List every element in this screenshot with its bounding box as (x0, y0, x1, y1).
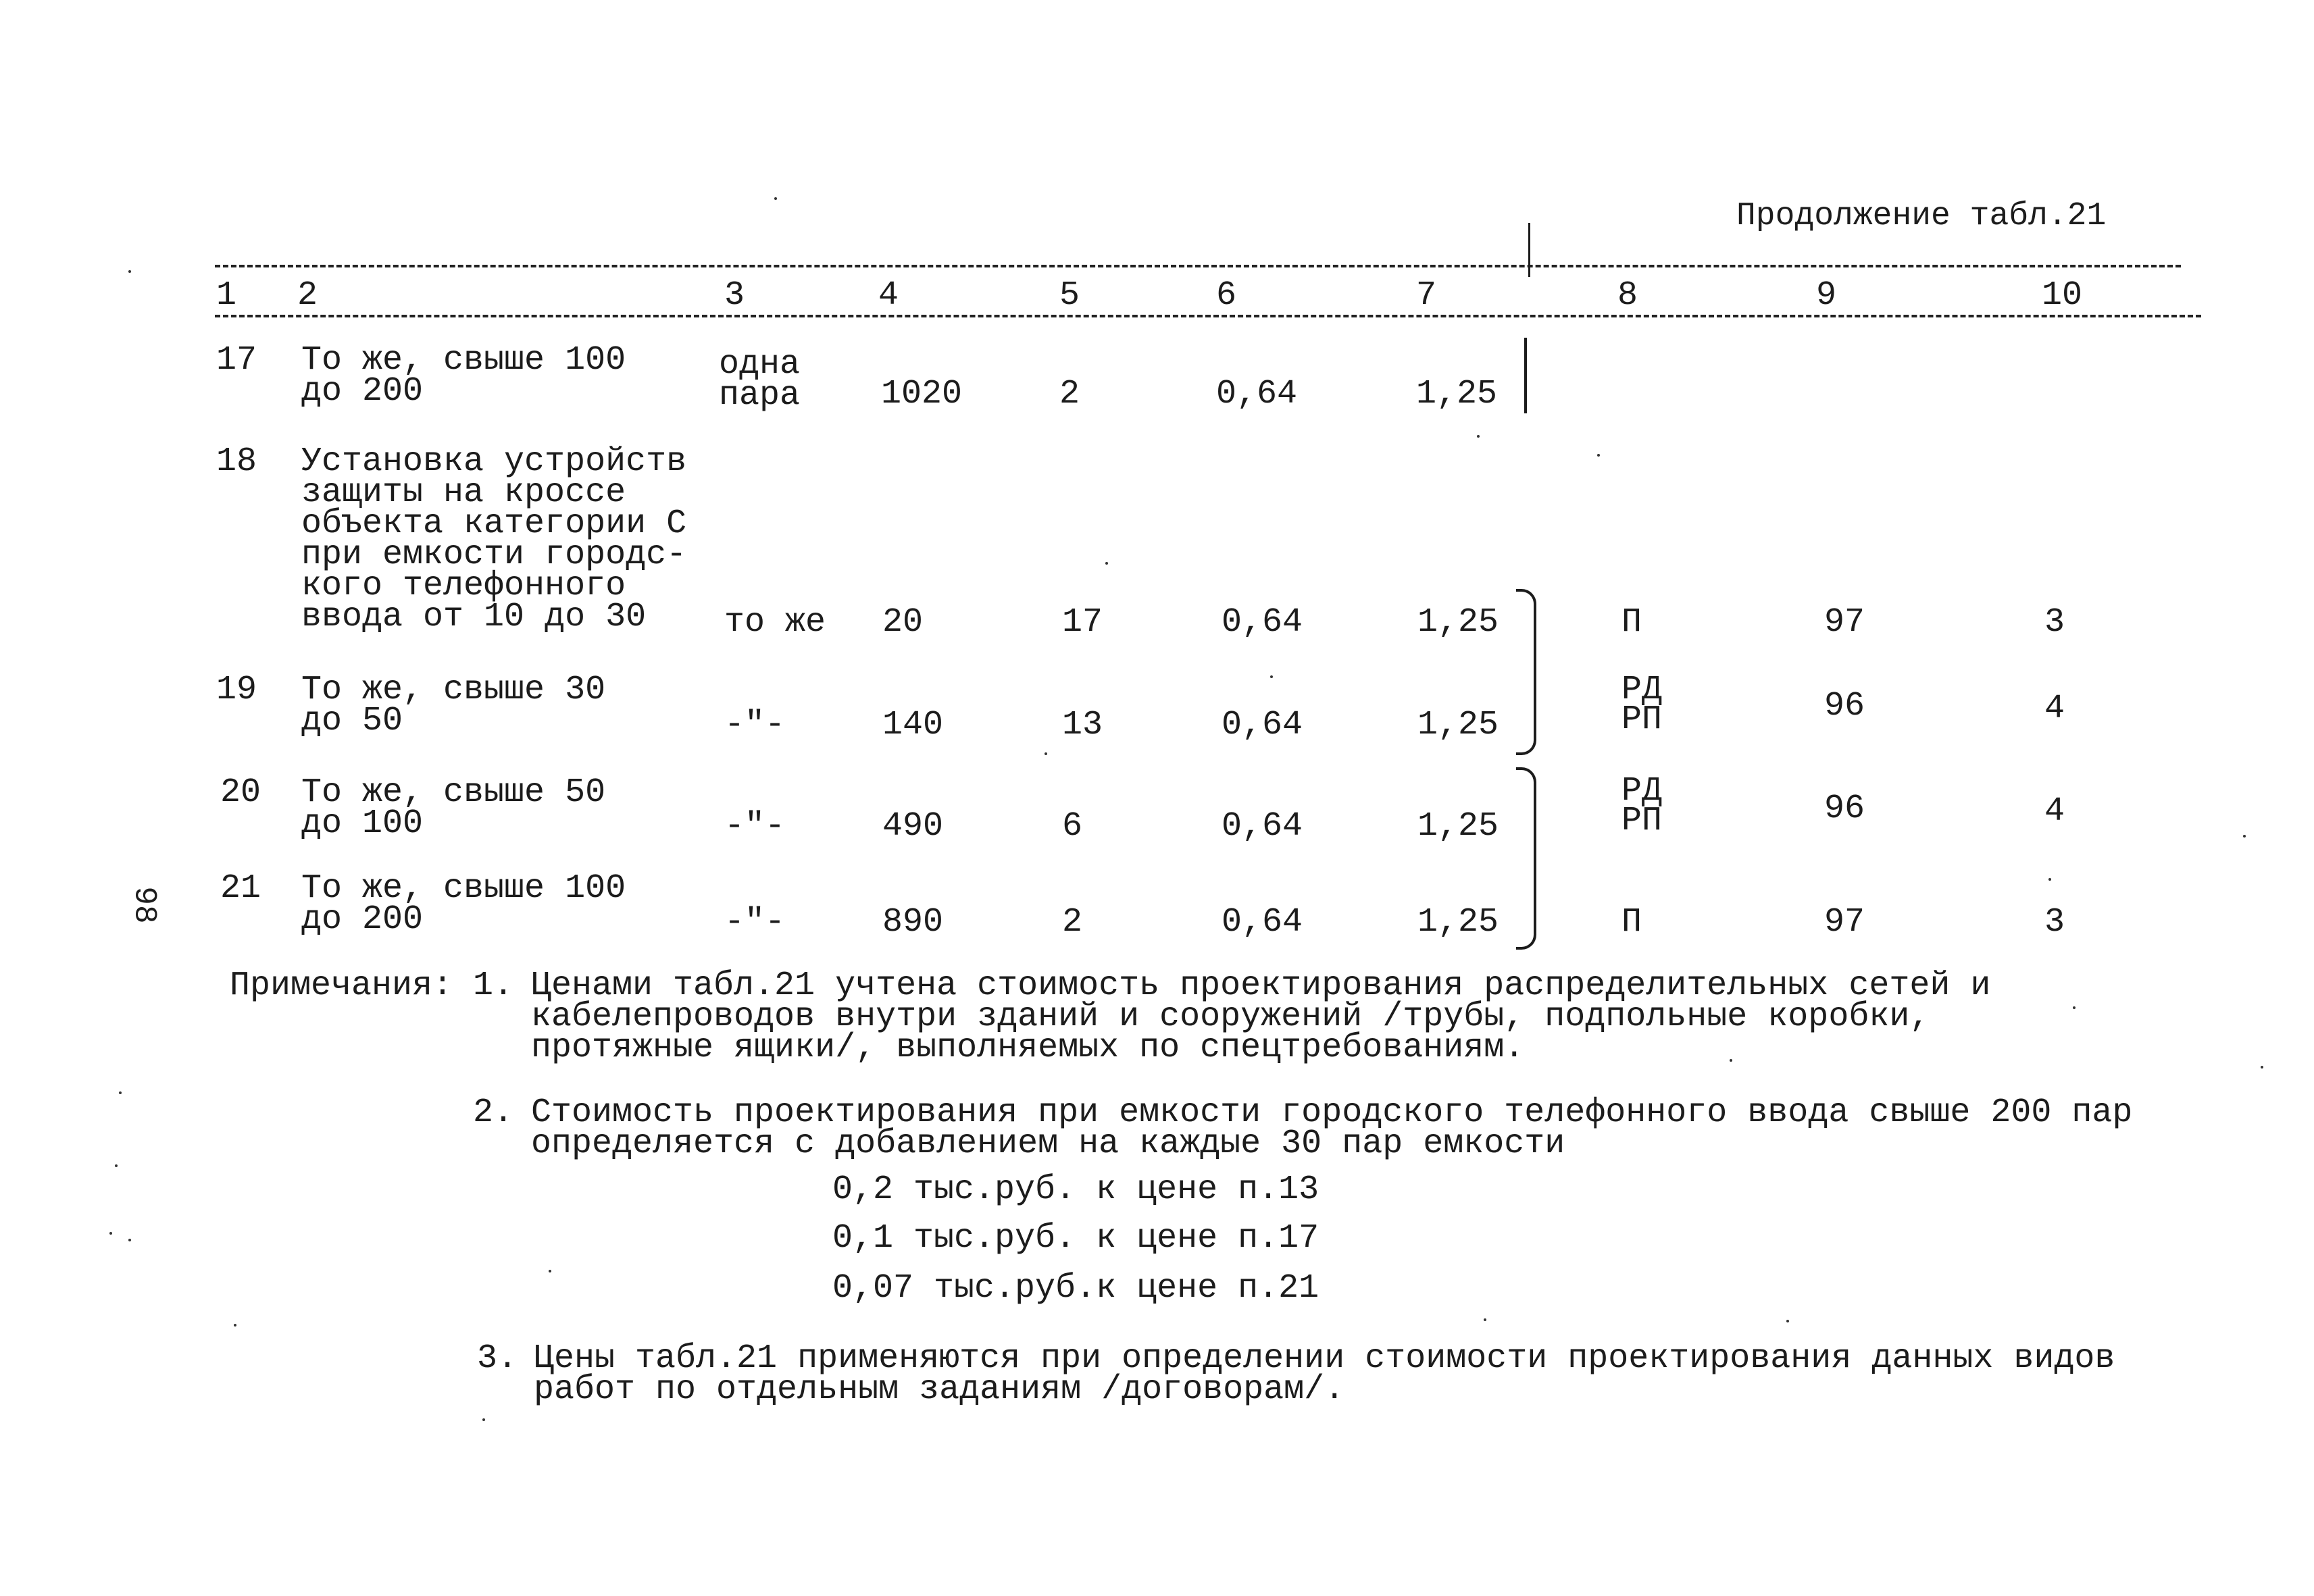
cell-col6: 0,64 (1222, 603, 1303, 642)
scan-speck (1045, 752, 1047, 755)
row-description: объекта категории С (301, 505, 687, 543)
col-number-9: 9 (1816, 276, 1837, 315)
row-description: защиты на кроссе (301, 473, 626, 512)
cell-col7: 1,25 (1416, 375, 1498, 413)
cell-col8: П (1621, 903, 1642, 942)
cell-col7: 1,25 (1417, 807, 1499, 846)
row-description: до 200 (301, 372, 424, 411)
header-rule-bottom (215, 315, 2201, 317)
row-description: То же, свыше 30 (301, 671, 606, 709)
scan-speck (128, 1239, 131, 1241)
cell-col4: 890 (882, 903, 944, 942)
scan-speck (2243, 835, 2246, 838)
cell-col10: 4 (2044, 690, 2065, 728)
note-text: Цены табл.21 применяются при определении стоимости проектирования данных видов (534, 1339, 2115, 1378)
row-unit: пара (719, 376, 801, 415)
row-number: 17 (216, 341, 257, 380)
group-brace-upper (1516, 589, 1536, 755)
note-text: работ по отдельным заданиям /договорам/. (534, 1370, 1345, 1409)
row-description: То же, свыше 100 (301, 869, 626, 908)
cell-col7: 1,25 (1417, 903, 1499, 942)
col-number-7: 7 (1416, 276, 1437, 315)
note-addition: 0,1 тыс.руб. к цене п.17 (832, 1219, 1319, 1258)
header-rule-top (215, 265, 2181, 267)
scan-speck (774, 197, 777, 200)
col-number-10: 10 (2042, 276, 2083, 315)
cell-col10: 4 (2044, 792, 2065, 831)
scan-speck (482, 1418, 485, 1421)
scan-speck (2073, 1006, 2076, 1009)
note-text: Стоимость проектирования при емкости городского телефонного ввода свыше 200 пар (531, 1093, 2133, 1132)
cell-col4: 20 (882, 603, 924, 642)
row-number: 20 (220, 773, 261, 812)
cell-col8: РД РП (1621, 772, 1663, 840)
cell-col6: 0,64 (1216, 375, 1298, 413)
note-addition: 0,2 тыс.руб. к цене п.13 (832, 1170, 1319, 1209)
scan-speck (234, 1324, 236, 1327)
row-unit: -"- (724, 807, 786, 846)
scan-speck (119, 1091, 122, 1094)
cell-col9: 97 (1824, 903, 1865, 942)
row-description: до 50 (301, 702, 403, 740)
scan-speck (1730, 1059, 1732, 1062)
row-description: То же, свыше 50 (301, 773, 606, 812)
cell-col5: 2 (1062, 903, 1083, 942)
note-text: кабелепроводов внутри зданий и сооружений /трубы, подпольные коробки, (531, 998, 1930, 1036)
note-number: 2. (473, 1093, 514, 1132)
scan-speck (1484, 1318, 1486, 1321)
cell-col4: 140 (882, 706, 944, 744)
cell-col6: 0,64 (1222, 706, 1303, 744)
scan-speck (1477, 435, 1480, 438)
margin-page-mark: 98 (126, 886, 162, 924)
scan-speck (115, 1164, 118, 1167)
note-number: 3. (477, 1339, 518, 1378)
cell-col9: 96 (1824, 687, 1865, 725)
row-description: ввода от 10 до 30 (301, 598, 647, 636)
col-number-3: 3 (724, 276, 745, 315)
notes-label: Примечания: (230, 967, 453, 1005)
cell-col5: 6 (1062, 807, 1083, 846)
row-number: 19 (216, 671, 257, 709)
row-description: до 200 (301, 900, 424, 939)
cell-col5: 2 (1059, 375, 1080, 413)
cell-col5: 17 (1062, 603, 1103, 642)
row-unit: одна (719, 345, 801, 384)
note-number: 1. (473, 967, 514, 1005)
note-text: протяжные ящики/, выполняемых по спецтребованиям. (531, 1029, 1525, 1067)
row-number: 18 (216, 442, 257, 481)
cell-col10: 3 (2044, 903, 2065, 942)
cell-col9: 97 (1824, 603, 1865, 642)
cell-col6: 0,64 (1222, 807, 1303, 846)
cell-col4: 1020 (881, 375, 963, 413)
cell-col10: 3 (2044, 603, 2065, 642)
row-description: Установка устройств (301, 442, 687, 481)
scan-speck (1786, 1320, 1789, 1322)
scan-speck (1597, 454, 1600, 457)
scan-speck (1105, 562, 1108, 565)
cell-col5: 13 (1062, 706, 1103, 744)
scan-speck (109, 1232, 112, 1235)
row-number: 21 (220, 869, 261, 908)
scan-speck (2048, 878, 2051, 881)
cell-col9: 96 (1824, 790, 1865, 828)
cell-col8: П (1621, 603, 1642, 642)
scan-speck (128, 270, 131, 273)
cell-col6: 0,64 (1222, 903, 1303, 942)
cell-col7: 1,25 (1417, 603, 1499, 642)
note-addition: 0,07 тыс.руб.к цене п.21 (832, 1269, 1319, 1308)
row-description: при емкости городс- (301, 536, 687, 574)
note-text: определяется с добавлением на каждые 30 пар емкости (531, 1125, 1565, 1163)
row-description: То же, свыше 100 (301, 341, 626, 380)
cell-col8: РД РП (1621, 671, 1663, 739)
row-unit: -"- (724, 706, 786, 744)
row-unit: то же (724, 603, 826, 642)
row17-bracket-line (1524, 338, 1527, 413)
scan-speck (549, 1270, 551, 1272)
row-unit: -"- (724, 903, 786, 942)
col-number-4: 4 (878, 276, 899, 315)
cell-col7: 1,25 (1417, 706, 1499, 744)
row-description: кого телефонного (301, 567, 626, 605)
col-number-1: 1 (216, 276, 237, 315)
cell-col4: 490 (882, 807, 944, 846)
scan-speck (2261, 1066, 2263, 1069)
header-divider (1528, 223, 1530, 277)
col-number-5: 5 (1059, 276, 1080, 315)
col-number-8: 8 (1617, 276, 1638, 315)
table-caption: Продолжение табл.21 (1736, 198, 2107, 234)
note-text: Ценами табл.21 учтена стоимость проектирования распределительных сетей и (531, 967, 1991, 1005)
col-number-6: 6 (1216, 276, 1237, 315)
scan-speck (1270, 675, 1273, 678)
row-description: до 100 (301, 804, 424, 843)
col-number-2: 2 (297, 276, 318, 315)
group-brace-lower (1516, 767, 1536, 950)
